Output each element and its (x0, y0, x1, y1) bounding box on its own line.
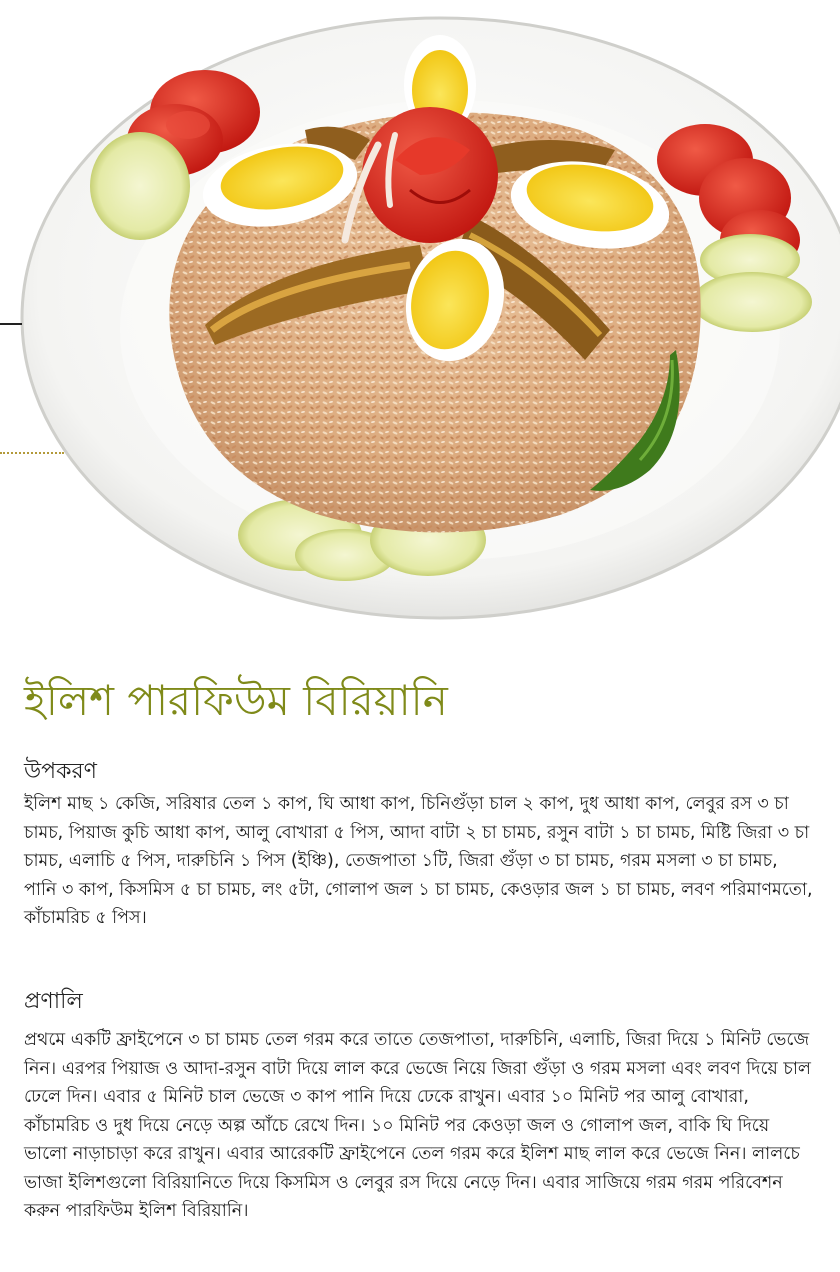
ingredients-heading: উপকরণ (24, 759, 97, 784)
decorative-dotted-line (0, 452, 64, 454)
recipe-title: ইলিশ পারফিউম বিরিয়ানি (24, 676, 448, 725)
method-text: প্রথমে একটি ফ্রাইপেনে ৩ চা চামচ তেল গরম করে তাতে তেজপাতা, দারুচিনি, এলাচি, জিরা দিয়ে ১ মিনিট ভেজে নিন। এরপর পিয়াজ ও আদা-রসুন বাটা দিয়ে লাল করে ভেজে নিয়ে জিরা গুঁড়া ও গরম মসলা এবং লবণ দিয়ে চাল ঢেলে দিন। এবার ৫ মিনিট চাল ভেজে ৩ কাপ পানি দিয়ে ঢেকে রাখুন। এবার ১০ মিনিট পর আলু বোখারা, কাঁচামরিচ ও দুধ দিয়ে নেড়ে অল্প আঁচে রেখে দিন। ১০ মিনিট পর কেওড়া জল ও গোলাপ জল, বাকি ঘি দিয়ে ভালো নাড়াচাড়া করে রাখুন। এবার আরেকটি ফ্রাইপেনে তেল গরম করে ইলিশ মাছ লাল করে ভেজে নিন। লালচে ভাজা ইলিশগুলো বিরিয়ানিতে দিয়ে কিসমিস ও লেবুর রস দিয়ে নেড়ে দিন। এবার সাজিয়ে গরম গরম পরিবেশন করুন পারফিউম ইলিশ বিরিয়ানি। (24, 1030, 811, 1221)
decorative-edge-line (0, 323, 22, 325)
ingredients-text: ইলিশ মাছ ১ কেজি, সরিষার তেল ১ কাপ, ঘি আধা কাপ, চিনিগুঁড়া চাল ২ কাপ, দুধ আধা কাপ, লেবুর রস ৩ চা চামচ, পিয়াজ কুচি আধা কাপ, আলু বোখারা ৫ পিস, আদা বাটা ২ চা চামচ, রসুন বাটা ১ চা চামচ, মিষ্টি জিরা ৩ চা চামচ, এলাচি ৫ পিস, দারুচিনি ১ পিস (ইঞ্চি), তেজপাতা ১টি, জিরা গুঁড়া ৩ চা চামচ, গরম মসলা ৩ চা চামচ, পানি ৩ কাপ, কিসমিস ৫ চা চামচ, লং ৫টা, গোলাপ জল ১ চা চামচ, কেওড়ার জল ১ চা চামচ, লবণ পরিমাণমতো, কাঁচামরিচ ৫ পিস। (24, 794, 813, 928)
method-heading: প্রণালি (24, 989, 83, 1014)
